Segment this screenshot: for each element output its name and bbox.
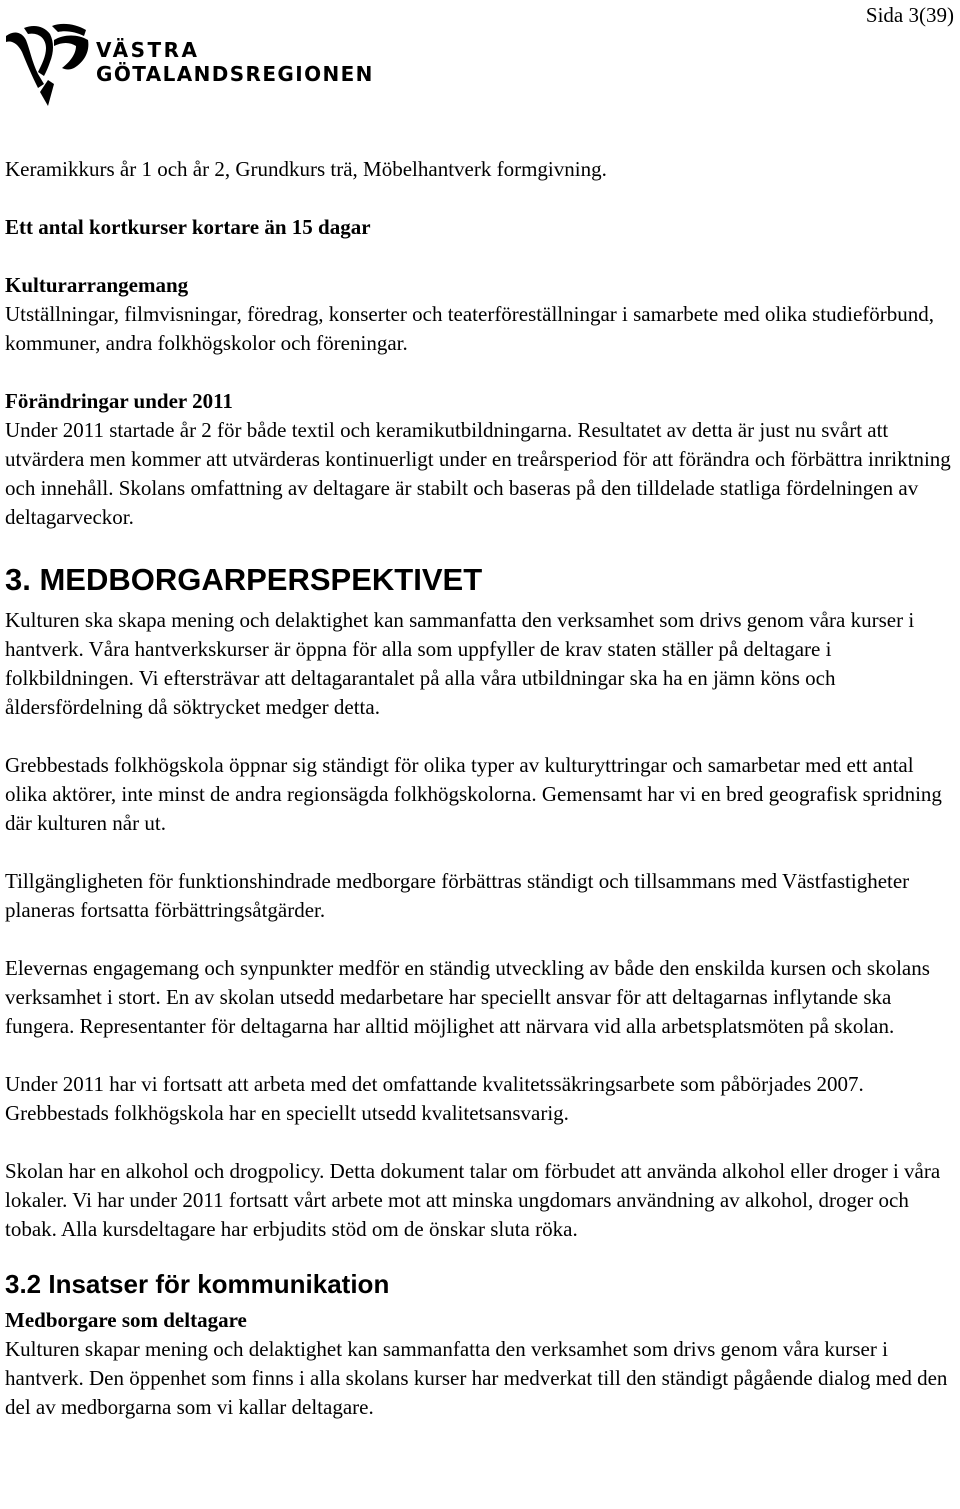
intro-courses-text: Keramikkurs år 1 och år 2, Grundkurs trä, Möbelhantverk formgivning.: [5, 157, 607, 181]
changes-section: [5, 387, 955, 532]
participants-section: [5, 1306, 955, 1422]
culture-text: Utställningar, filmvisningar, föredrag, konserter och teaterföreställningar i samarbete med olika studieförbund, kommuner, andra folkhögskolor och föreningar.: [5, 302, 935, 355]
page-number: Sida 3(39): [865, 3, 954, 27]
participants-heading: Medborgare som deltagare: [5, 1308, 247, 1332]
culture-section: [5, 271, 955, 358]
section-3-paragraph: Elevernas engagemang och synpunkter medför en ständig utveckling av både den enskilda kursen och skolans verksamhet i stort. En av skolan utsedd medarbetare har speciellt ansvar för att deltagarnas inflytande ska fungera. Representanter för deltagarna har alltid möjlighet att närvara vid alla arbetsplatsmöten på skolan.: [5, 956, 930, 1038]
document-body: [5, 155, 955, 1422]
logo-text-line2: GÖTALANDSREGIONEN: [96, 62, 374, 86]
culture-heading: Kulturarrangemang: [5, 273, 189, 297]
section-3-paragraph: Grebbestads folkhögskola öppnar sig ständigt för olika typer av kulturyttringar och samarbetar med ett antal olika aktörer, inte minst de andra regionsägda folkhögskolorna. Gemensamt har vi en bred geografisk spridning där kulturen når ut.: [5, 753, 942, 835]
section-3-paragraph: Under 2011 har vi fortsatt att arbeta med det omfattande kvalitetssäkringsarbete som påbörjades 2007. Grebbestads folkhögskola har en speciellt utsedd kvalitetsansvarig.: [5, 1072, 864, 1125]
section-3-paragraph: Kulturen ska skapa mening och delaktighet kan sammanfatta den verksamhet som drivs genom våra kurser i hantverk. Våra hantverkskurser är öppna för alla som uppfyller de krav staten ställer på deltagare i folkbildningen. Vi eftersträvar att deltagarantalet på alla våra utbildningar ska ha en jämn köns och åldersfördelning då söktrycket medger detta.: [5, 608, 915, 719]
section-3-heading: 3. MEDBORGARPERSPEKTIVET: [5, 562, 483, 597]
short-courses-heading: Ett antal kortkurser kortare än 15 dagar: [5, 215, 371, 239]
section-3-2-heading: 3.2 Insatser för kommunikation: [5, 1269, 390, 1299]
logo-text-line1: VÄSTRA: [96, 38, 200, 62]
section-3-paragraph: Skolan har en alkohol och drogpolicy. Detta dokument talar om förbudet att använda alkohol eller droger i våra lokaler. Vi har under 2011 fortsatt vårt arbete mot att minska ungdomars användning av alkohol, droger och tobak. Alla kursdeltagare har erbjudits stöd om de önskar sluta röka.: [5, 1159, 941, 1241]
section-3-paragraph: Tillgängligheten för funktionshindrade medborgare förbättras ständigt och tillsammans med Västfastigheter planeras fortsatta förbättringsåtgärder.: [5, 869, 910, 922]
changes-heading: Förändringar under 2011: [5, 389, 233, 413]
region-emblem-icon: [4, 22, 96, 108]
vastra-gotalandsregionen-logo: [4, 22, 384, 108]
participants-text: Kulturen skapar mening och delaktighet kan sammanfatta den verksamhet som drivs genom våra kurser i hantverk. Den öppenhet som finns i alla skolans kurser har medverkat till den ständigt pågående dialog med den del av medborgarna som vi kallar deltagare.: [5, 1337, 948, 1419]
changes-text: Under 2011 startade år 2 för både textil och keramikutbildningarna. Resultatet av detta är just nu svårt att utvärdera men kommer att utvärderas kontinuerligt under en treårsperiod för att förändra och förbättra inriktning och innehåll. Skolans omfattning av deltagare är stabilt och baseras på den tilldelade statliga fördelningen av deltagarveckor.: [5, 418, 951, 529]
